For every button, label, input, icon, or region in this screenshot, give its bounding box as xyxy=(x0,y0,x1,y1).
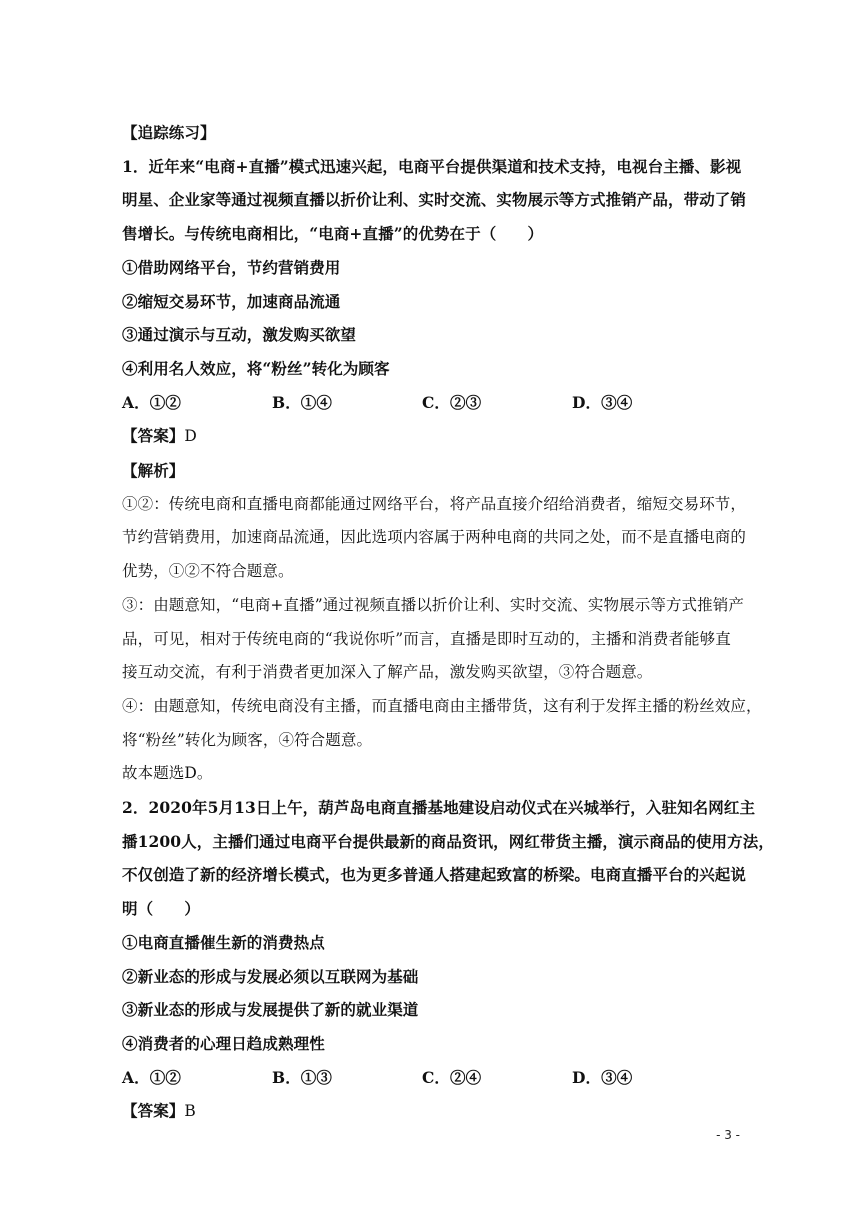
q1-analysis-line-5: 品，可见，相对于传统电商的“我说你听”而言，直播是即时互动的，主播和消费者能够直 xyxy=(122,629,731,648)
q2-stem-line-3: 不仅创造了新的经济增长模式，也为更多普通人搭建起致富的桥梁。电商直播平台的兴起说 xyxy=(122,865,747,885)
q1-analysis-line-8: 将“粉丝”转化为顾客，④符合题意。 xyxy=(122,730,373,749)
q2-item-3: ③新业态的形成与发展提供了新的就业渠道 xyxy=(122,1000,419,1020)
q2-option-d: D．③④ xyxy=(572,1067,633,1087)
q2-item-4: ④消费者的心理日趋成熟理性 xyxy=(122,1033,325,1053)
q2-answer-value: B xyxy=(184,1102,196,1121)
q1-item-3: ③通过演示与互动，激发购买欲望 xyxy=(122,325,357,345)
q1-analysis-line-6: 接互动交流，有利于消费者更加深入了解产品，激发购买欲望，③符合题意。 xyxy=(122,663,653,682)
section-title: 【追踪练习】 xyxy=(122,123,216,142)
q1-option-c: C．②③ xyxy=(422,392,482,412)
q1-option-d: D．③④ xyxy=(572,392,633,412)
q1-analysis-line-2: 节约营销费用，加速商品流通，因此选项内容属于两种电商的共同之处，而不是直播电商的 xyxy=(122,528,747,547)
q1-item-2: ②缩短交易环节，加速商品流通 xyxy=(122,291,341,311)
q1-stem-line-3: 售增长。与传统电商相比，“电商+直播”的优势在于（ ） xyxy=(122,224,544,244)
q2-answer xyxy=(122,1094,742,1129)
q1-stem-line-1: 1．近年来“电商+直播”模式迅速兴起，电商平台提供渠道和技术支持，电视台主播、影视 xyxy=(122,156,742,176)
q1-analysis-line-1: ①②：传统电商和直播电商都能通过网络平台，将产品直接介绍给消费者，缩短交易环节， xyxy=(122,494,747,513)
q1-answer-value: D xyxy=(184,427,197,446)
q1-analysis-label: 【解析】 xyxy=(122,461,185,481)
q2-stem-line-4: 明（ ） xyxy=(122,899,201,919)
page-content xyxy=(122,116,774,1129)
q1-analysis-line-7: ④：由题意知，传统电商没有主播，而直播电商由主播带货，这有利于发挥主播的粉丝效应， xyxy=(122,696,762,715)
page-number: - 3 - xyxy=(716,1128,740,1142)
q2-option-b: B．①③ xyxy=(272,1067,333,1087)
q2-stem-line-2: 播1200人，主播们通过电商平台提供最新的商品资讯，网红带货主播，演示商品的使用方法， xyxy=(122,831,774,851)
q2-option-a: A．①② xyxy=(122,1067,181,1087)
q2-item-1: ①电商直播催生新的消费热点 xyxy=(122,932,325,952)
q1-analysis-line-3: 优势，①②不符合题意。 xyxy=(122,562,294,581)
q2-options xyxy=(122,1061,742,1095)
q2-item-2: ②新业态的形成与发展必须以互联网为基础 xyxy=(122,966,419,986)
q1-option-a: A．①② xyxy=(122,392,181,412)
q1-options xyxy=(122,386,742,420)
q2-stem-line-1: 2．2020年5月13日上午，葫芦岛电商直播基地建设启动仪式在兴城举行，入驻知名网红主 xyxy=(122,798,756,818)
q1-item-1: ①借助网络平台，节约营销费用 xyxy=(122,257,341,277)
q1-stem-line-2: 明星、企业家等通过视频直播以折价让利、实时交流、实物展示等方式推销产品，带动了销 xyxy=(122,190,747,210)
q1-option-b: B．①④ xyxy=(272,392,333,412)
q2-option-c: C．②④ xyxy=(422,1067,482,1087)
q1-answer xyxy=(122,419,742,454)
q1-analysis-line-4: ③：由题意知，“电商+直播”通过视频直播以折价让利、实时交流、实物展示等方式推销产 xyxy=(122,595,744,614)
q1-analysis-line-9: 故本题选D。 xyxy=(122,764,213,783)
q1-answer-label: 【答案】 xyxy=(122,426,185,446)
q1-item-4: ④利用名人效应，将“粉丝”转化为顾客 xyxy=(122,358,390,378)
q2-answer-label: 【答案】 xyxy=(122,1101,185,1121)
